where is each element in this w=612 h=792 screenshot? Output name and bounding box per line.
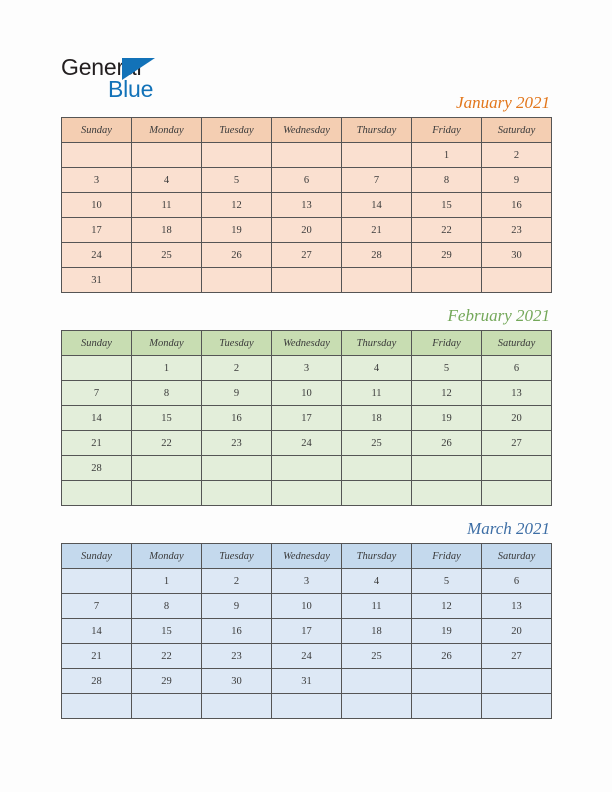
day-cell-empty: [342, 481, 412, 506]
day-cell-20[interactable]: 20: [272, 218, 342, 243]
day-cell-18[interactable]: 18: [342, 406, 412, 431]
calendar-week-row: [62, 193, 552, 218]
day-cell-13[interactable]: 13: [482, 381, 552, 406]
calendar-week-row: [62, 143, 552, 168]
day-cell-8[interactable]: 8: [132, 594, 202, 619]
calendar-week-row: [62, 168, 552, 193]
weekday-header-thursday: Thursday: [342, 118, 412, 143]
day-cell-empty: [342, 268, 412, 293]
day-cell-31[interactable]: 31: [62, 268, 132, 293]
day-cell-empty: [272, 268, 342, 293]
day-cell-23[interactable]: 23: [482, 218, 552, 243]
calendar-week-row: [62, 381, 552, 406]
calendar-header-march: [62, 544, 552, 569]
day-cell-21[interactable]: 21: [62, 431, 132, 456]
day-cell-10[interactable]: 10: [272, 381, 342, 406]
day-cell-12[interactable]: 12: [202, 193, 272, 218]
day-cell-9[interactable]: 9: [202, 381, 272, 406]
calendar-body-february: [62, 356, 552, 506]
calendar-table-february: [61, 330, 552, 506]
day-cell-16[interactable]: 16: [482, 193, 552, 218]
day-cell-2[interactable]: 2: [202, 569, 272, 594]
day-cell-4[interactable]: 4: [342, 356, 412, 381]
day-cell-empty: [62, 694, 132, 719]
calendar-february: [61, 306, 551, 506]
day-cell-14[interactable]: 14: [62, 406, 132, 431]
day-cell-empty: [62, 143, 132, 168]
day-cell-26[interactable]: 26: [412, 431, 482, 456]
day-cell-empty: [482, 268, 552, 293]
calendar-week-row: [62, 669, 552, 694]
weekday-header-row: [62, 118, 552, 143]
calendar-january: [61, 93, 551, 293]
calendar-week-row: [62, 356, 552, 381]
day-cell-15[interactable]: 15: [132, 406, 202, 431]
weekday-header-row: [62, 544, 552, 569]
day-cell-23[interactable]: 23: [202, 431, 272, 456]
calendar-title-february: February 2021: [447, 306, 550, 325]
day-cell-20[interactable]: 20: [482, 406, 552, 431]
day-cell-27[interactable]: 27: [482, 431, 552, 456]
day-cell-11[interactable]: 11: [342, 594, 412, 619]
calendar-week-row: [62, 694, 552, 719]
day-cell-3[interactable]: 3: [62, 168, 132, 193]
day-cell-empty: [202, 268, 272, 293]
calendar-week-row: [62, 594, 552, 619]
calendar-week-row: [62, 644, 552, 669]
logo-word-blue: Blue: [108, 76, 154, 102]
day-cell-22[interactable]: 22: [132, 644, 202, 669]
day-cell-24[interactable]: 24: [62, 243, 132, 268]
day-cell-22[interactable]: 22: [412, 218, 482, 243]
calendar-body-january: [62, 143, 552, 293]
day-cell-27[interactable]: 27: [482, 644, 552, 669]
day-cell-16[interactable]: 16: [202, 406, 272, 431]
weekday-header-thursday: Thursday: [342, 544, 412, 569]
weekday-header-wednesday: Wednesday: [272, 331, 342, 356]
day-cell-8[interactable]: 8: [412, 168, 482, 193]
day-cell-empty: [202, 694, 272, 719]
day-cell-9[interactable]: 9: [482, 168, 552, 193]
day-cell-12[interactable]: 12: [412, 594, 482, 619]
day-cell-empty: [202, 481, 272, 506]
day-cell-27[interactable]: 27: [272, 243, 342, 268]
calendar-march: [61, 519, 551, 719]
day-cell-22[interactable]: 22: [132, 431, 202, 456]
calendar-table-january: [61, 117, 552, 293]
day-cell-3[interactable]: 3: [272, 356, 342, 381]
day-cell-empty: [482, 669, 552, 694]
day-cell-1[interactable]: 1: [132, 356, 202, 381]
day-cell-19[interactable]: 19: [202, 218, 272, 243]
calendar-week-row: [62, 218, 552, 243]
day-cell-14[interactable]: 14: [342, 193, 412, 218]
day-cell-26[interactable]: 26: [412, 644, 482, 669]
day-cell-13[interactable]: 13: [482, 594, 552, 619]
day-cell-20[interactable]: 20: [482, 619, 552, 644]
day-cell-empty: [342, 143, 412, 168]
logo-word-general: General: [61, 54, 142, 80]
day-cell-empty: [342, 694, 412, 719]
calendar-title-march: March 2021: [467, 519, 550, 538]
day-cell-25[interactable]: 25: [342, 431, 412, 456]
calendar-table-march: [61, 543, 552, 719]
day-cell-17[interactable]: 17: [62, 218, 132, 243]
day-cell-empty: [412, 456, 482, 481]
day-cell-24[interactable]: 24: [272, 644, 342, 669]
day-cell-empty: [62, 569, 132, 594]
day-cell-19[interactable]: 19: [412, 406, 482, 431]
day-cell-empty: [412, 669, 482, 694]
day-cell-15[interactable]: 15: [412, 193, 482, 218]
day-cell-24[interactable]: 24: [272, 431, 342, 456]
day-cell-25[interactable]: 25: [342, 644, 412, 669]
day-cell-7[interactable]: 7: [62, 594, 132, 619]
day-cell-empty: [482, 456, 552, 481]
day-cell-empty: [412, 694, 482, 719]
day-cell-empty: [342, 456, 412, 481]
day-cell-empty: [412, 268, 482, 293]
day-cell-6[interactable]: 6: [482, 569, 552, 594]
day-cell-10[interactable]: 10: [272, 594, 342, 619]
day-cell-empty: [342, 669, 412, 694]
weekday-header-monday: Monday: [132, 544, 202, 569]
weekday-header-sunday: Sunday: [62, 544, 132, 569]
day-cell-17[interactable]: 17: [272, 619, 342, 644]
day-cell-empty: [272, 481, 342, 506]
weekday-header-friday: Friday: [412, 118, 482, 143]
day-cell-13[interactable]: 13: [272, 193, 342, 218]
day-cell-29[interactable]: 29: [412, 243, 482, 268]
day-cell-30[interactable]: 30: [202, 669, 272, 694]
weekday-header-wednesday: Wednesday: [272, 544, 342, 569]
day-cell-6[interactable]: 6: [272, 168, 342, 193]
weekday-header-tuesday: Tuesday: [202, 544, 272, 569]
weekday-header-friday: Friday: [412, 544, 482, 569]
day-cell-empty: [272, 456, 342, 481]
day-cell-empty: [132, 143, 202, 168]
day-cell-15[interactable]: 15: [132, 619, 202, 644]
day-cell-28[interactable]: 28: [342, 243, 412, 268]
day-cell-19[interactable]: 19: [412, 619, 482, 644]
day-cell-empty: [412, 481, 482, 506]
calendar-week-row: [62, 431, 552, 456]
day-cell-7[interactable]: 7: [342, 168, 412, 193]
day-cell-empty: [482, 481, 552, 506]
day-cell-empty: [132, 694, 202, 719]
day-cell-17[interactable]: 17: [272, 406, 342, 431]
calendar-week-row: [62, 569, 552, 594]
day-cell-8[interactable]: 8: [132, 381, 202, 406]
weekday-header-thursday: Thursday: [342, 331, 412, 356]
day-cell-14[interactable]: 14: [62, 619, 132, 644]
weekday-header-wednesday: Wednesday: [272, 118, 342, 143]
day-cell-18[interactable]: 18: [342, 619, 412, 644]
day-cell-empty: [132, 268, 202, 293]
day-cell-7[interactable]: 7: [62, 381, 132, 406]
day-cell-11[interactable]: 11: [132, 193, 202, 218]
day-cell-empty: [62, 356, 132, 381]
weekday-header-saturday: Saturday: [482, 331, 552, 356]
day-cell-12[interactable]: 12: [412, 381, 482, 406]
day-cell-5[interactable]: 5: [412, 356, 482, 381]
calendar-header-january: [62, 118, 552, 143]
calendar-week-row: [62, 243, 552, 268]
weekday-header-sunday: Sunday: [62, 118, 132, 143]
day-cell-26[interactable]: 26: [202, 243, 272, 268]
weekday-header-monday: Monday: [132, 118, 202, 143]
calendar-week-row: [62, 406, 552, 431]
calendar-week-row: [62, 481, 552, 506]
day-cell-28[interactable]: 28: [62, 456, 132, 481]
day-cell-empty: [202, 143, 272, 168]
day-cell-18[interactable]: 18: [132, 218, 202, 243]
day-cell-10[interactable]: 10: [62, 193, 132, 218]
weekday-header-tuesday: Tuesday: [202, 331, 272, 356]
day-cell-21[interactable]: 21: [62, 644, 132, 669]
day-cell-1[interactable]: 1: [132, 569, 202, 594]
day-cell-empty: [202, 456, 272, 481]
day-cell-28[interactable]: 28: [62, 669, 132, 694]
weekday-header-monday: Monday: [132, 331, 202, 356]
day-cell-25[interactable]: 25: [132, 243, 202, 268]
day-cell-31[interactable]: 31: [272, 669, 342, 694]
calendar-week-row: [62, 619, 552, 644]
day-cell-5[interactable]: 5: [412, 569, 482, 594]
day-cell-30[interactable]: 30: [482, 243, 552, 268]
day-cell-16[interactable]: 16: [202, 619, 272, 644]
day-cell-2[interactable]: 2: [482, 143, 552, 168]
weekday-header-tuesday: Tuesday: [202, 118, 272, 143]
day-cell-11[interactable]: 11: [342, 381, 412, 406]
day-cell-empty: [272, 694, 342, 719]
day-cell-3[interactable]: 3: [272, 569, 342, 594]
day-cell-6[interactable]: 6: [482, 356, 552, 381]
day-cell-29[interactable]: 29: [132, 669, 202, 694]
day-cell-4[interactable]: 4: [342, 569, 412, 594]
calendar-week-row: [62, 268, 552, 293]
day-cell-empty: [132, 456, 202, 481]
weekday-header-friday: Friday: [412, 331, 482, 356]
calendar-header-february: [62, 331, 552, 356]
day-cell-4[interactable]: 4: [132, 168, 202, 193]
day-cell-2[interactable]: 2: [202, 356, 272, 381]
weekday-header-row: [62, 331, 552, 356]
day-cell-21[interactable]: 21: [342, 218, 412, 243]
day-cell-empty: [132, 481, 202, 506]
calendar-week-row: [62, 456, 552, 481]
day-cell-9[interactable]: 9: [202, 594, 272, 619]
day-cell-empty: [482, 694, 552, 719]
weekday-header-saturday: Saturday: [482, 544, 552, 569]
day-cell-23[interactable]: 23: [202, 644, 272, 669]
weekday-header-sunday: Sunday: [62, 331, 132, 356]
day-cell-empty: [62, 481, 132, 506]
calendar-body-march: [62, 569, 552, 719]
calendar-title-january: January 2021: [456, 93, 550, 112]
day-cell-empty: [272, 143, 342, 168]
day-cell-1[interactable]: 1: [412, 143, 482, 168]
day-cell-5[interactable]: 5: [202, 168, 272, 193]
weekday-header-saturday: Saturday: [482, 118, 552, 143]
